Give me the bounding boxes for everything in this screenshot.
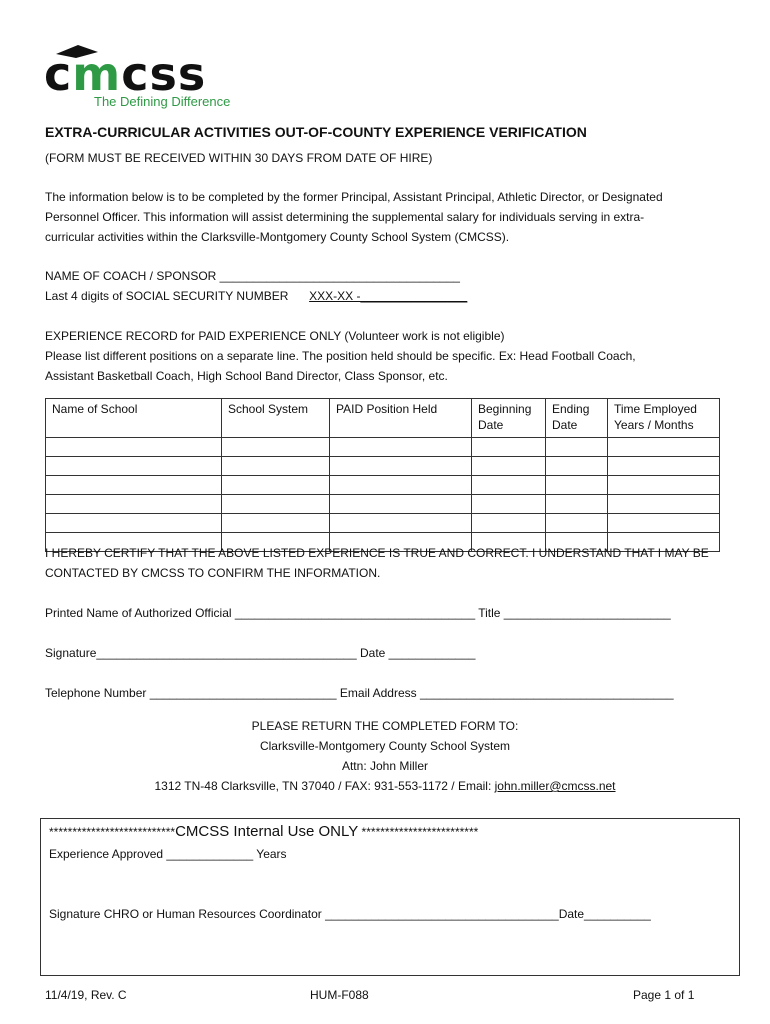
experience-line-2: Please list different positions on a separate line. The position held should be specific. Ex: Head Football Coach, [45,349,636,363]
logo-tagline: The Defining Difference [94,94,231,109]
experience-line-1: EXPERIENCE RECORD for PAID EXPERIENCE ONLY (Volunteer work is not eligible) [45,329,505,343]
return-address: 1312 TN-48 Clarksville, TN 37040 / FAX: 931-553-1172 / Email: john.miller@cmcss.net [154,779,616,793]
certify-line-2: CONTACTED BY CMCSS TO CONFIRM THE INFORMATION. [45,566,381,580]
table-header-row [46,399,720,438]
certify-line-1: I HEREBY CERTIFY THAT THE ABOVE LISTED EXPERIENCE IS TRUE AND CORRECT. I UNDERSTAND THAT I MAY BE [45,546,709,560]
table-row[interactable] [46,514,720,533]
header-beginning-date: Beginning Date [472,399,546,438]
email-link[interactable]: john.miller@cmcss.net [494,779,616,793]
table-row[interactable] [46,476,720,495]
header-time-employed: Time Employed Years / Months [608,399,720,438]
header-name-of-school: Name of School [46,399,222,438]
return-heading: PLEASE RETURN THE COMPLETED FORM TO: [251,719,519,733]
intro-line-2: Personnel Officer. This information will assist determining the supplemental salary for individuals serving in extra- [45,210,645,224]
signature-field[interactable]: Signature_______________________________________ Date _____________ [45,646,476,660]
footer-date-rev: 11/4/19, Rev. C [45,988,127,1002]
telephone-email-field[interactable]: Telephone Number ____________________________ Email Address ______________________________________ [45,686,674,700]
cmcss-logo [44,44,254,112]
internal-use-header: ***************************CMCSS Internal Use ONLY ************************* [49,823,479,840]
internal-use-box [40,818,740,976]
logo-wordmark: cmcss [44,47,207,101]
experience-table [45,398,720,552]
intro-line-3: curricular activities within the Clarksville-Montgomery County School System (CMCSS). [45,230,510,244]
table-row[interactable] [46,438,720,457]
experience-approved-field[interactable]: Experience Approved _____________ Years [49,847,287,861]
return-attn: Attn: John Miller [341,759,429,773]
ssn-field[interactable] [45,286,467,306]
printed-name-field[interactable]: Printed Name of Authorized Official ____________________________________ Title _________________________ [45,606,671,620]
table-row[interactable] [46,495,720,514]
form-subtitle: (FORM MUST BE RECEIVED WITHIN 30 DAYS FROM DATE OF HIRE) [45,151,433,165]
form-title: EXTRA-CURRICULAR ACTIVITIES OUT-OF-COUNTY EXPERIENCE VERIFICATION [45,124,587,140]
header-school-system: School System [222,399,330,438]
experience-line-3: Assistant Basketball Coach, High School Band Director, Class Sponsor, etc. [45,369,448,383]
header-ending-date: Ending Date [546,399,608,438]
header-paid-position: PAID Position Held [330,399,472,438]
chro-signature-field[interactable]: Signature CHRO or Human Resources Coordinator ___________________________________Date__________ [49,907,651,921]
intro-line-1: The information below is to be completed by the former Principal, Assistant Principal, Athletic Director, or Designated [45,190,663,204]
footer-page-number: Page 1 of 1 [633,988,695,1002]
table-row[interactable] [46,457,720,476]
coach-name-field[interactable]: NAME OF COACH / SPONSOR ____________________________________ [45,269,460,283]
ssn-value[interactable]: XXX-XX -________________ [309,289,468,303]
ssn-label: Last 4 digits of SOCIAL SECURITY NUMBER [45,289,289,303]
return-org: Clarksville-Montgomery County School System [259,739,511,753]
footer-form-code: HUM-F088 [310,988,369,1002]
